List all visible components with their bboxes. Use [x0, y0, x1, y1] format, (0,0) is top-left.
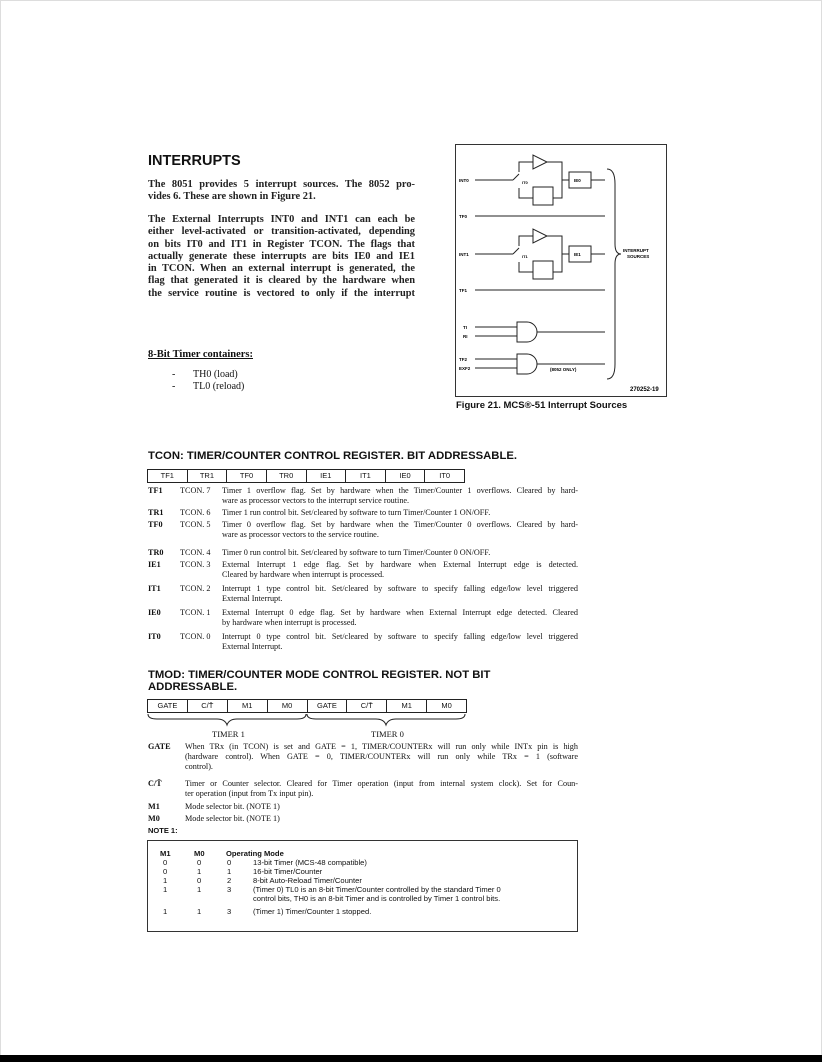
tmod-bit-cell: GATE — [308, 700, 348, 712]
header-m0: M0 — [194, 849, 205, 858]
cell-description: (Timer 1) Timer/Counter 1 stopped. — [253, 907, 372, 916]
tmod-bit-cell: M0 — [268, 700, 308, 712]
paragraph-line: either level-activated or transition-activated, depending — [148, 226, 415, 238]
field-description — [185, 802, 578, 812]
description-line: External Interrupt 0 edge flag. Set by hardware when External Interrupt edge detected. Cleared — [222, 608, 578, 617]
field-description — [185, 742, 578, 772]
description-line: Timer 1 overflow flag. Set by hardware when the Timer/Counter 1 overflows. Cleared by hard- — [222, 486, 578, 495]
tmod-heading — [148, 670, 490, 693]
bit-description — [222, 548, 578, 558]
bit-description — [222, 560, 578, 580]
description-line: Timer 0 run control bit. Set/cleared by software to turn Timer/Counter 0 ON/OFF. — [222, 548, 491, 557]
cell-description: control bits, TH0 is an 8-bit Timer and is controlled by Timer 1 control bits. — [253, 894, 501, 903]
description-line: Timer or Counter selector. Cleared for Timer operation (input from internal system clock). Set for Coun- — [185, 779, 578, 788]
cell-description: (Timer 0) TL0 is an 8-bit Timer/Counter controlled by the standard Timer 0 — [253, 885, 501, 894]
timer-containers-heading: 8-Bit Timer containers: — [148, 349, 253, 360]
description-line: Cleared by hardware when interrupt is processed. — [222, 570, 385, 579]
paragraph-line: on bits IT0 and IT1 in Register TCON. The flags that — [148, 238, 415, 250]
paragraph-line: The External Interrupts INT0 and INT1 can each be — [148, 214, 415, 225]
figure-caption: Figure 21. MCS®-51 Interrupt Sources — [456, 400, 628, 411]
bit-description — [222, 520, 578, 540]
label-int0: INT0 — [459, 178, 469, 183]
cell-mode: 2 — [227, 876, 232, 885]
bit-position: TCON. 1 — [180, 608, 211, 617]
tmod-bit-cell: GATE — [148, 700, 188, 712]
paragraph-line: actually generate these interrupts are bits IE0 and IE1 — [148, 250, 415, 262]
bit-position: TCON. 3 — [180, 560, 211, 569]
label-it0: IT0 — [522, 180, 528, 185]
paragraph-line: vides 6. These are shown in Figure 21. — [148, 191, 316, 203]
bit-position: TCON. 0 — [180, 632, 211, 641]
bit-description — [222, 486, 578, 506]
list-bullet: - — [172, 369, 176, 380]
paragraph-line: the service routine is vectored to only if the interrupt — [148, 287, 415, 299]
bit-position: TCON. 6 — [180, 508, 211, 517]
tcon-bit-tr1: TR1 — [188, 470, 228, 482]
header-operating-mode: Operating Mode — [226, 849, 284, 858]
bit-description — [222, 508, 578, 518]
cell-m1: 1 — [163, 876, 168, 885]
label-tf0: TF0 — [459, 214, 468, 219]
bit-label: IE0 — [148, 608, 161, 617]
label-ti: TI — [463, 325, 467, 330]
note-1-label: NOTE 1: — [148, 826, 178, 835]
description-line: control). — [185, 762, 213, 771]
description-line: Timer 1 run control bit. Set/cleared by software to turn Timer/Counter 1 ON/OFF. — [222, 508, 491, 517]
description-line: (hardware control). When GATE = 0, TIMER/COUNTERx will run only while TRx = 1 (software — [185, 752, 578, 761]
field-description — [185, 814, 578, 824]
interrupts-paragraph-1 — [148, 179, 415, 204]
bit-label: TR0 — [148, 548, 164, 557]
description-line: Mode selector bit. (NOTE 1) — [185, 802, 280, 811]
paragraph-line: in TCON. When an external interrupt is generated, the — [148, 263, 415, 275]
label-tf2: TF2 — [459, 357, 468, 362]
cell-m1: 1 — [163, 907, 168, 916]
timer1-label: TIMER 1 — [212, 729, 245, 739]
bit-position: TCON. 5 — [180, 520, 211, 529]
bit-description — [222, 632, 578, 652]
bit-description — [222, 608, 578, 628]
cell-m1: 0 — [163, 858, 168, 867]
field-label: C/T̄ — [148, 779, 162, 788]
tmod-register-diagram — [147, 699, 467, 713]
tcon-bit-ie1: IE1 — [307, 470, 347, 482]
timer-braces — [147, 713, 467, 727]
tcon-register-diagram — [147, 469, 465, 483]
cell-m0: 1 — [197, 885, 202, 894]
cell-mode: 1 — [227, 867, 232, 876]
timer1-brace — [148, 714, 306, 725]
label-exf2: EXF2 — [459, 366, 471, 371]
label-it1: IT1 — [522, 254, 528, 259]
cell-mode: 3 — [227, 885, 232, 894]
bit-label: IT1 — [148, 584, 161, 593]
description-line: Interrupt 1 type control bit. Set/cleared by software to specify falling edge/low level triggered — [222, 584, 578, 593]
tmod-bit-cell: C/T̄ — [347, 700, 387, 712]
cell-m1: 1 — [163, 885, 168, 894]
bit-label: TF1 — [148, 486, 163, 495]
interrupt-sources-figure — [455, 144, 667, 397]
list-item: TL0 (reload) — [193, 381, 245, 392]
tcon-bit-it0: IT0 — [439, 471, 451, 480]
tmod-bit-cell: M0 — [441, 701, 452, 710]
label-ri: RI — [463, 334, 468, 339]
bit-description — [222, 584, 578, 604]
paragraph-line: The 8051 provides 5 interrupt sources. The 8052 pro- — [148, 179, 415, 190]
tcon-bit-it1: IT1 — [346, 470, 386, 482]
tmod-bit-cell: M1 — [387, 700, 427, 712]
description-line: ter operation (input from Tx input pin). — [185, 789, 314, 798]
description-line: External Interrupt 1 edge flag. Set by hardware when External Interrupt edge is detected. — [222, 560, 578, 569]
bottom-bar — [0, 1055, 822, 1062]
bit-position: TCON. 7 — [180, 486, 211, 495]
field-description — [185, 779, 578, 799]
description-line: Mode selector bit. (NOTE 1) — [185, 814, 280, 823]
label-interrupt: INTERRUPT — [623, 248, 649, 253]
tcon-heading: TCON: TIMER/COUNTER CONTROL REGISTER. BIT ADDRESSABLE. — [148, 450, 518, 462]
cell-mode: 3 — [227, 907, 232, 916]
description-line: ware as processor vectors to the interrupt service routine. — [222, 496, 410, 505]
field-label: GATE — [148, 742, 171, 751]
bit-label: IT0 — [148, 632, 161, 641]
description-line: External Interrupt. — [222, 594, 283, 603]
label-int1: INT1 — [459, 252, 469, 257]
description-line: Interrupt 0 type control bit. Set/cleared by software to specify falling edge/low level triggered — [222, 632, 578, 641]
bit-label: TR1 — [148, 508, 164, 517]
tmod-heading-line: ADDRESSABLE. — [148, 680, 238, 693]
operating-mode-table — [147, 840, 578, 932]
cell-mode: 0 — [227, 858, 232, 867]
description-line: Timer 0 overflow flag. Set by hardware when the Timer/Counter 0 overflows. Cleared by hard- — [222, 520, 578, 529]
cell-description: 13-bit Timer (MCS-48 compatible) — [253, 858, 367, 867]
label-8052-only: (8052 ONLY) — [550, 367, 577, 372]
label-sources: SOURCES — [627, 254, 650, 259]
label-ie0: IE0 — [574, 178, 581, 183]
tcon-bit-ie0: IE0 — [386, 470, 426, 482]
tmod-heading-line: TMOD: TIMER/COUNTER MODE CONTROL REGISTER. NOT BIT — [148, 669, 491, 681]
tcon-bit-tf0: TF0 — [227, 470, 267, 482]
label-ie1: IE1 — [574, 252, 581, 257]
cell-m0: 1 — [197, 867, 202, 876]
paragraph-line: flag that generated it is cleared by the hardware when — [148, 275, 415, 287]
list-item: TH0 (load) — [193, 369, 238, 380]
interrupts-heading: INTERRUPTS — [148, 153, 241, 169]
tcon-bit-tf1: TF1 — [148, 470, 188, 482]
bit-position: TCON. 4 — [180, 548, 211, 557]
bit-label: IE1 — [148, 560, 161, 569]
field-label: M1 — [148, 802, 160, 811]
cell-description: 16-bit Timer/Counter — [253, 867, 323, 876]
interrupts-paragraph-2 — [148, 214, 415, 300]
description-line: When TRx (in TCON) is set and GATE = 1, TIMER/COUNTERx will run only while INTx pin is high — [185, 742, 578, 751]
cell-m0: 0 — [197, 876, 202, 885]
tmod-bit-cell: M1 — [228, 700, 268, 712]
description-line: External Interrupt. — [222, 642, 283, 651]
timer0-label: TIMER 0 — [371, 729, 404, 739]
cell-m0: 1 — [197, 907, 202, 916]
figure-id: 270252-19 — [630, 387, 659, 393]
cell-m1: 0 — [163, 867, 168, 876]
label-tf1: TF1 — [459, 288, 468, 293]
bit-position: TCON. 2 — [180, 584, 211, 593]
description-line: by hardware when interrupt is processed. — [222, 618, 357, 627]
field-label: M0 — [148, 814, 160, 823]
list-bullet: - — [172, 381, 176, 392]
tmod-bit-cell: C/T̄ — [188, 700, 228, 712]
header-m1: M1 — [160, 849, 171, 858]
cell-m0: 0 — [197, 858, 202, 867]
bit-label: TF0 — [148, 520, 163, 529]
timer0-brace — [307, 714, 465, 725]
cell-description: 8-bit Auto-Reload Timer/Counter — [253, 876, 362, 885]
tcon-bit-tr0: TR0 — [267, 470, 307, 482]
description-line: ware as processor vectors to the service routine. — [222, 530, 379, 539]
